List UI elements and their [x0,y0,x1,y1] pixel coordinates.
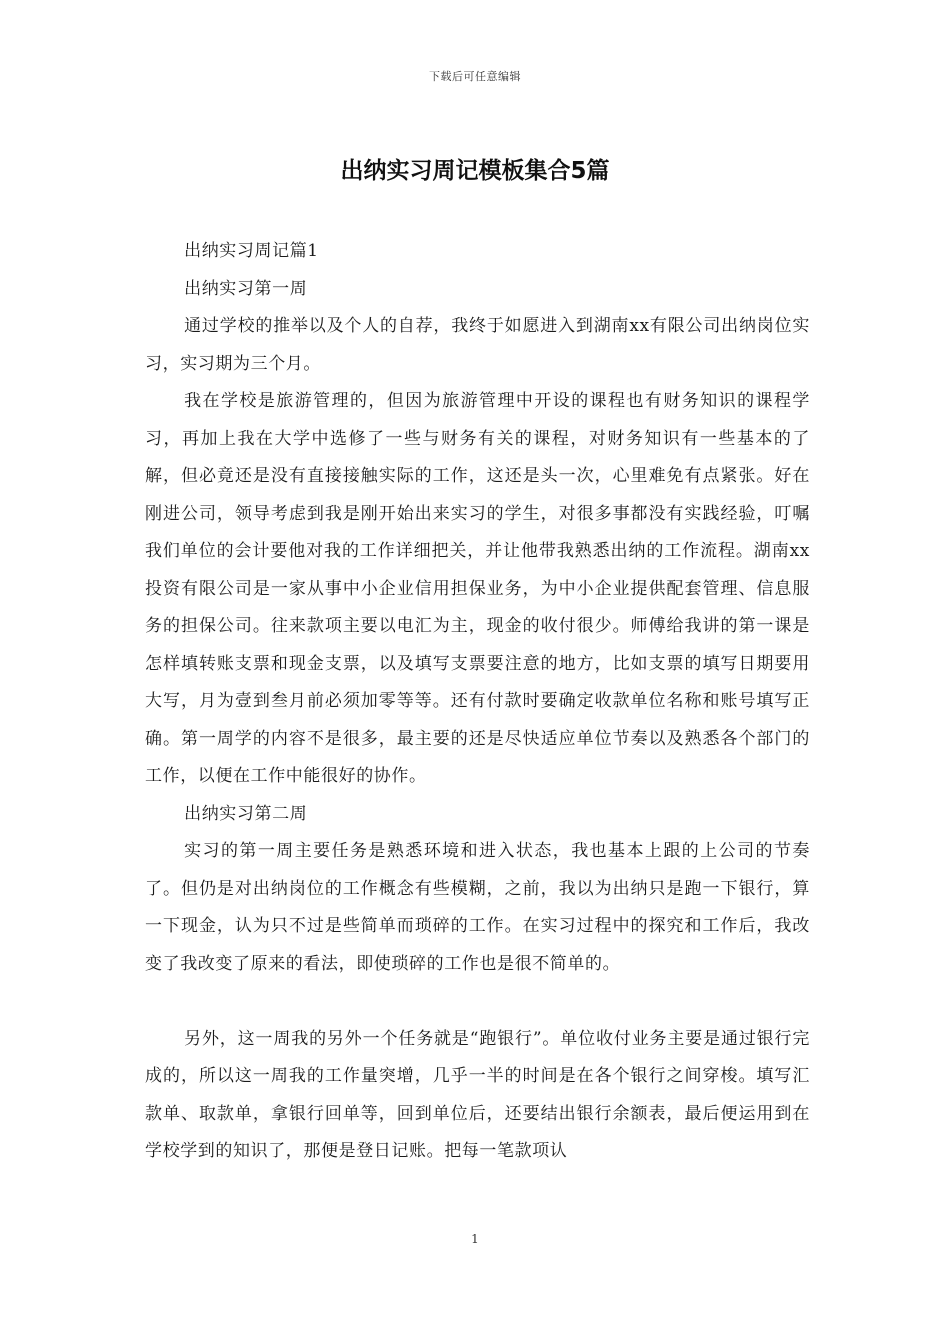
document-body [145,233,810,1171]
body-paragraph: 我在学校是旅游管理的，但因为旅游管理中开设的课程也有财务知识的课程学习，再加上我在大学中选修了一些与财务有关的课程，对财务知识有一些基本的了解，但必竟还是没有直接接触实际的工作，这还是头一次，心里难免有点紧张。好在刚进公司，领导考虑到我是刚开始出来实习的学生，对很多事都没有实践经验，叮嘱我们单位的会计要他对我的工作详细把关，并让他带我熟悉出纳的工作流程。湖南xx投资有限公司是一家从事中小企业信用担保业务，为中小企业提供配套管理、信息服务的担保公司。往来款项主要以电汇为主，现金的收付很少。师傅给我讲的第一课是怎样填转账支票和现金支票，以及填写支票要注意的地方，比如支票的填写日期要用大写，月为壹到叁月前必须加零等等。还有付款时要确定收款单位名称和账号填写正确。第一周学的内容不是很多，最主要的还是尽快适应单位节奏以及熟悉各个部门的工作，以便在工作中能很好的协作。 [145,391,810,786]
section-heading: 出纳实习周记篇1 [184,241,319,261]
body-paragraph: 另外，这一周我的另外一个任务就是“跑银行”。单位收付业务主要是通过银行完成的，所以这一周我的工作量突增，几乎一半的时间是在各个银行之间穿梭。填写汇款单、取款单，拿银行回单等，回到单位后，还要结出银行余额表，最后便运用到在学校学到的知识了，那便是登日记账。把每一笔款项认 [145,1028,810,1161]
week-heading: 出纳实习第一周 [184,278,308,299]
page-number: 1 [471,1232,479,1246]
week-heading: 出纳实习第二周 [184,803,308,824]
header-note: 下载后可任意编辑 [429,70,521,83]
body-paragraph: 实习的第一周主要任务是熟悉环境和进入状态，我也基本上跟的上公司的节奏了。但仍是对出纳岗位的工作概念有些模糊，之前，我以为出纳只是跑一下银行，算一下现金，认为只不过是些简单而琐碎的工作。在实习过程中的探究和工作后，我改变了我改变了原来的看法，即使琐碎的工作也是很不简单的。 [145,841,810,974]
body-paragraph: 通过学校的推举以及个人的自荐，我终于如愿进入到湖南xx有限公司出纳岗位实习，实习期为三个月。 [145,316,810,374]
document-title: 出纳实习周记模板集合5篇 [340,158,610,184]
